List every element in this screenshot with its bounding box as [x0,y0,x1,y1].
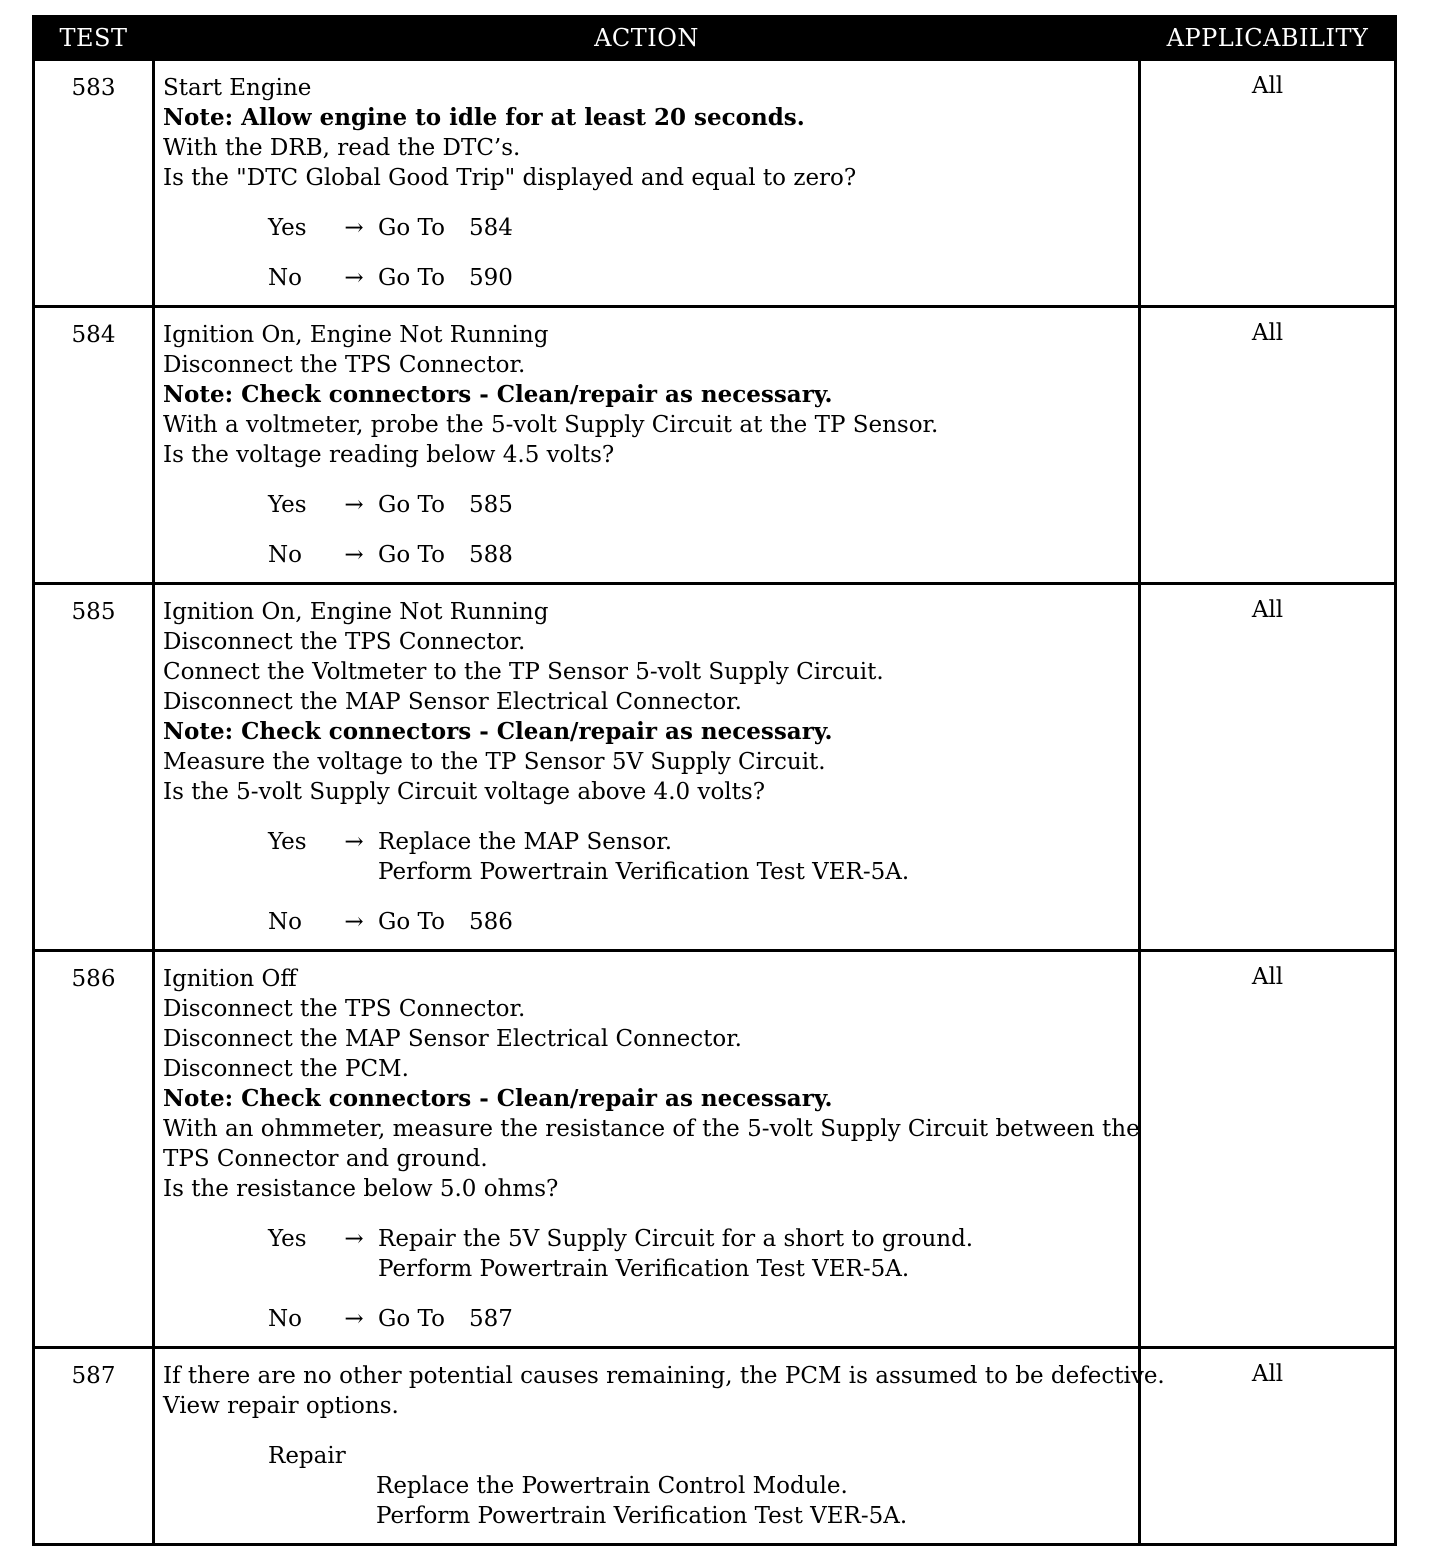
right-arrow-icon: → [344,1226,364,1252]
action-line: Measure the voltage to the TP Sensor 5V Supply Circuit. [163,749,826,775]
no-label: No [268,265,302,291]
action-line: Disconnect the MAP Sensor Electrical Connector. [163,689,742,715]
applicability-cell: All [1140,60,1396,307]
yes-result-line: Replace the MAP Sensor. [378,829,673,855]
no-label: No [268,1306,302,1332]
action-line: If there are no other potential causes remaining, the PCM is assumed to be defective. [163,1363,1165,1389]
goto-target: 584 [468,215,513,241]
action-cell [154,1348,1165,1545]
action-note: Note: Check connectors - Clean/repair as necessary. [163,381,833,408]
right-arrow-icon: → [344,265,364,291]
no-label: No [268,542,302,568]
action-cell [154,584,1140,951]
yes-result-line: Perform Powertrain Verification Test VER-5A. [378,1256,910,1282]
applicability-cell: All [1140,307,1396,584]
repair-line: Perform Powertrain Verification Test VER-5A. [376,1503,908,1529]
action-line: Disconnect the TPS Connector. [163,352,526,378]
right-arrow-icon: → [344,909,364,935]
goto-target: 588 [468,542,513,568]
action-line: Ignition Off [163,966,297,992]
no-branch [268,1304,1132,1334]
right-arrow-icon: → [344,542,364,568]
no-branch [268,907,1132,937]
action-line: Disconnect the TPS Connector. [163,996,526,1022]
yes-branch [268,490,1132,520]
right-arrow-icon: → [344,829,364,855]
action-line: With the DRB, read the DTC’s. [163,135,521,161]
test-number: 587 [34,1348,154,1545]
goto-target: 586 [468,909,513,935]
yes-result-line: Perform Powertrain Verification Test VER-5A. [378,859,910,885]
action-line: Ignition On, Engine Not Running [163,599,549,625]
action-line: Is the voltage reading below 4.5 volts? [163,442,615,468]
goto-target: 587 [468,1306,513,1332]
diagnostic-procedure-sheet [32,15,1394,1546]
action-line: Is the resistance below 5.0 ohms? [163,1176,559,1202]
no-branch [268,263,1132,293]
header-action: ACTION [154,17,1140,60]
yes-result-line: Repair the 5V Supply Circuit for a short to ground. [378,1226,974,1252]
action-line: Is the 5-volt Supply Circuit voltage above 4.0 volts? [163,779,766,805]
action-line: TPS Connector and ground. [163,1146,488,1172]
applicability-cell: All [1140,584,1396,951]
goto-target: 590 [468,265,513,291]
yes-label: Yes [268,1226,307,1252]
right-arrow-icon: → [344,492,364,518]
yes-label: Yes [268,215,307,241]
action-line: Start Engine [163,75,312,101]
yes-branch [268,213,1132,243]
goto-label: Go To [378,215,445,241]
goto-label: Go To [378,265,445,291]
action-note: Note: Allow engine to idle for at least 20 seconds. [163,104,805,131]
goto-label: Go To [378,909,445,935]
right-arrow-icon: → [344,215,364,241]
action-cell [154,951,1140,1348]
table-row-583 [34,60,1396,307]
goto-label: Go To [378,542,445,568]
goto-label: Go To [378,492,445,518]
table-row-587 [34,1348,1396,1545]
applicability-cell: All [1140,1348,1396,1545]
action-line: Connect the Voltmeter to the TP Sensor 5-volt Supply Circuit. [163,659,884,685]
action-line: Disconnect the PCM. [163,1056,409,1082]
action-line: View repair options. [163,1393,399,1419]
table-row-585 [34,584,1396,951]
diagnostic-test-table [32,15,1397,1546]
table-header [34,17,1396,60]
action-line: Ignition On, Engine Not Running [163,322,549,348]
action-line: Is the "DTC Global Good Trip" displayed and equal to zero? [163,165,857,191]
no-branch [268,540,1132,570]
goto-target: 585 [468,492,513,518]
goto-label: Go To [378,1306,445,1332]
header-test: TEST [34,17,154,60]
yes-branch [268,1224,1132,1284]
test-number: 585 [34,584,154,951]
yes-branch [268,827,1132,887]
test-number: 584 [34,307,154,584]
no-label: No [268,909,302,935]
table-row-584 [34,307,1396,584]
test-number: 586 [34,951,154,1348]
action-line: With an ohmmeter, measure the resistance of the 5-volt Supply Circuit between the [163,1116,1140,1142]
action-cell [154,60,1140,307]
action-line: Disconnect the MAP Sensor Electrical Connector. [163,1026,742,1052]
applicability-cell: All [1140,951,1396,1348]
action-line: With a voltmeter, probe the 5-volt Supply Circuit at the TP Sensor. [163,412,939,438]
yes-label: Yes [268,492,307,518]
action-note: Note: Check connectors - Clean/repair as necessary. [163,718,833,745]
action-cell [154,307,1140,584]
test-number: 583 [34,60,154,307]
repair-label: Repair [268,1443,346,1469]
table-row-586 [34,951,1396,1348]
action-note: Note: Check connectors - Clean/repair as necessary. [163,1085,833,1112]
action-line: Disconnect the TPS Connector. [163,629,526,655]
header-applicability: APPLICABILITY [1140,17,1396,60]
yes-label: Yes [268,829,307,855]
repair-line: Replace the Powertrain Control Module. [376,1473,848,1499]
right-arrow-icon: → [344,1306,364,1332]
